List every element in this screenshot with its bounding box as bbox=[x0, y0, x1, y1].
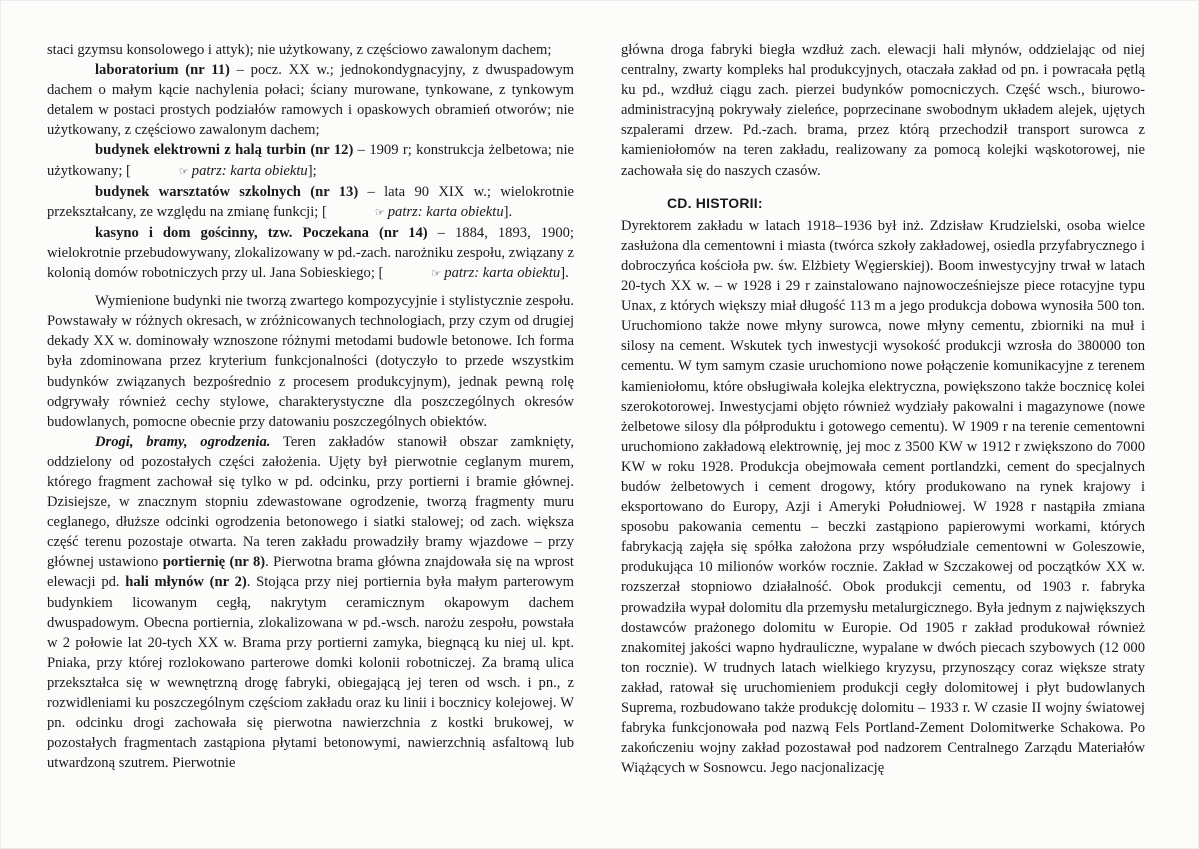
entry-elektrownia bbox=[47, 140, 574, 181]
continuation-paragraph: główna droga fabryki biegła wzdłuż zach. elewacji hali młynów, oddzielając od niej centralny, zwarty kompleks hal produkcyjnych, otaczała zakład od pn. i powracała pętlą ku pd., wzdłuż ciągu zach. pierzei budynków pomocniczych. Część wsch., biurowo-administracyjną pokrywały zieleńce, poprzecinane swobodnym układem alejek, ujętych szpalerami drzew. Pd.-zach. brama, przez którą przechodził transport surowca z kamieniołomów na teren zakładu, realizowany za pomocą kolejki wąskotorowej, nie zachowała się do naszych czasów. bbox=[621, 42, 1145, 179]
entry-laboratorium bbox=[47, 60, 574, 140]
entry-title: laboratorium (nr 11) bbox=[95, 62, 230, 79]
roads-gates-paragraph bbox=[47, 432, 574, 774]
left-column bbox=[47, 40, 574, 773]
reference-link[interactable]: patrz: karta obiektu bbox=[387, 203, 504, 220]
entry-warsztaty bbox=[47, 182, 574, 223]
entry-title: kasyno i dom gościnny, tzw. Poczekana (nr 14) bbox=[95, 224, 428, 241]
right-column bbox=[621, 40, 1145, 778]
pointing-hand-icon: ☞ bbox=[178, 165, 189, 178]
entry-end: ]. bbox=[560, 265, 569, 282]
entry-end: ]. bbox=[503, 203, 513, 220]
continuation-paragraph: staci gzymsu konsolowego i attyk); nie użytkowany, z częściowo zawalonym dachem; bbox=[47, 42, 552, 58]
entry-text: – 1909 r; konstrukcja żelbetowa; nie użytkowany; [ bbox=[47, 142, 574, 179]
entry-title: budynek warsztatów szkolnych (nr 13) bbox=[95, 183, 359, 200]
pointing-hand-icon: ☞ bbox=[374, 206, 385, 219]
paragraph-text: . Stojąca przy niej portiernia była małym parterowym budynkiem licowanym cegłą, nakrytym ceramicznym okapowym dachem dwuspadowym. Obecna portiernia, zlokalizowana w pd.-wsch. narożu zespołu, powstała w 2 połowie lat 20-tych XX w. Brama przy portierni zamyka, biegnącą ku niej ul. kpt. Pniaka, przy której rozlokowano parterowe domki kolonii robotniczej. Za bramą ulica przekształca się w wewnętrzną drogę fabryki, obiegającą jej teren od wsch. i pn., z rozwidleniami ku poszczególnym częściom zakładu oraz ku linii i bocznicy kolejowej. W pn. odcinku drogi zachowała się pierwotna nawierzchnia z kostki brukowej, w pozostałych fragmentach zastąpiona płytami betonowymi, nawierzchnią asfaltową lub utwardzoną szutrem. Pierwotnie bbox=[47, 574, 574, 772]
buildings-summary-paragraph: Wymienione budynki nie tworzą zwartego kompozycyjnie i stylistycznie zespołu. Powstawały w różnych okresach, w zróżnicowanych technologiach, przy czym od drugiej dekady XX w. dominowały wznoszone różnymi metodami budowle betonowe. Ich forma była zdominowana przez kryterium funkcjonalności (dotyczyło to przede wszystkim budynków związanych bezpośrednio z procesem produkcyjnym), jednak pewną rolę odgrywały również cechy stylowe, charakterystyczne dla poszczególnych okresów budowlanych, pomocne obecnie przy datowaniu poszczególnych obiektów. bbox=[47, 293, 574, 430]
paragraph-text: . Pierwotna brama główna znajdowała się na wprost elewacji pd. bbox=[47, 554, 574, 591]
reference-link[interactable]: patrz: karta obiektu bbox=[444, 265, 561, 282]
history-paragraph: Dyrektorem zakładu w latach 1918–1936 był inż. Zdzisław Krudzielski, osoba wielce zasłużona dla cementowni i miasta (twórca szkoły zakładowej, osiedla przyfabrycznego i dobroczyńca kościoła pw. św. Elżbiety Węgierskiej). Boom inwestycyjny trwał w latach 20-tych XX w. – w 1928 i 29 r zainstalowano najnowocześniejsze piece rotacyjne typu Unax, z których większy miał długość 113 m a jego produkcja dobowa wynosiła 500 ton. Uruchomiono także nowe młyny surowca, nowe młyny cementu, zbiorniki na muł i silosy na cement. Wskutek tych inwestycji wysokość produkcji wzrosła do 380000 ton cementu. W tym samym czasie uruchomiono nowe połączenie komunikacyjne z terenem kamieniołomu, które obsługiwała kolejka elektryczna, powiększono także bocznicę kolei szerokotorowej. Inwestycjami objęto również wydziały pakowalni i magazynowe (nowe żelbetowe silosy dla półproduktu i gotowego cementu). W 1909 r na terenie cementowni uruchomiono zakładową elektrownię, jej moc z 3500 KW w 1912 r zwiększono do 7000 KW w roku 1928. Produkcja obejmowała cement portlandzki, cement do specjalnych budów żelbetowych i cement drogowy, który produkowano na rynek krajowy i eksportowano do Europy, Azji i Ameryki Południowej. W 1928 r nastąpiła zmiana sposobu pakowania cementu – beczki zastąpiono papierowymi workami, których fabrykacją zajęła się spółka założona przy współudziale cementowni w Goleszowie, produkująca 10 milionów worków rocznie. Zakład w Szczakowej od początków XX w. rozszerzał stopniowo działalność. Obok produkcji cementu, od 1903 r. fabryka prowadziła wypał dolomitu dla przemysłu metalurgicznego. Była jednym z największych dostawców prażonego dolomitu w Europie. Od 1905 r zakład produkował również znakomitej jakości wapno hydrauliczne, wypalane w dwóch piecach szybowych (12 000 ton rocznie). W trudnych latach wielkiego kryzysu, przynoszący coraz większe straty zakład, ratował się uruchomieniem produkcji cegły dolomitowej i płyt budowlanych Suprema, rozbudowano także produkcję dolomitu – 1933 r. W czasie II wojny światowej fabryka funkcjonowała pod nazwą Fels Portland-Zement Dolomitwerke Schakowa. Po zakończeniu wojny zakład pozostawał pod nadzorem Centralnego Zarządu Materiałów Wiążących w Sosnowcu. Jego nacjonalizację bbox=[621, 217, 1145, 777]
entry-title: budynek elektrowni z halą turbin (nr 12) bbox=[95, 142, 354, 159]
section-heading: CD. HISTORII: bbox=[667, 194, 763, 211]
entry-kasyno bbox=[47, 223, 574, 284]
building-ref: hali młynów (nr 2) bbox=[125, 574, 247, 591]
building-ref: portiernię (nr 8) bbox=[162, 554, 266, 571]
entry-text: – pocz. XX w.; jednokondygnacyjny, z dwuspadowym dachem o małym kącie nachylenia połaci; ściany murowane, tynkowane, z tynkowym detalem w postaci prostych podziałów ramowych i opaskowych obramień otworów; nie użytkowany, z częściowo zawalonym dachem; bbox=[47, 62, 574, 139]
section-title: Drogi, bramy, ogrodzenia. bbox=[95, 433, 271, 450]
entry-text: – 1884, 1893, 1900; wielokrotnie przebudowywany, zlokalizowany w pd.-zach. narożniku zespołu, związany z kolonią domów robotniczych przy ul. Jana Sobieskiego; [ bbox=[47, 224, 574, 282]
entry-end: ]; bbox=[307, 162, 317, 179]
pointing-hand-icon: ☞ bbox=[431, 268, 442, 281]
entry-text: – lata 90 XIX w.; wielokrotnie przekształcany, ze względu na zmianę funkcji; [ bbox=[47, 183, 574, 220]
reference-link[interactable]: patrz: karta obiektu bbox=[191, 162, 308, 179]
paragraph-text: Teren zakładów stanowił obszar zamknięty, oddzielony od pozostałych części założenia. Ujęty był pierwotnie ceglanym murem, którego fragment zachował się tylko w pd. odcinku, przy portierni i bramie głównej. Dzisiejsze, w znacznym stopniu zdewastowane ogrodzenie, tworzą fragmenty muru ceglanego, dłuższe odcinki ogrodzenia betonowego i siatki stalowej; od zach. większa część terenu pozostaje otwarta. Na teren zakładu prowadziły bramy wjazdowe – przy głównej ustawiono bbox=[47, 433, 574, 571]
